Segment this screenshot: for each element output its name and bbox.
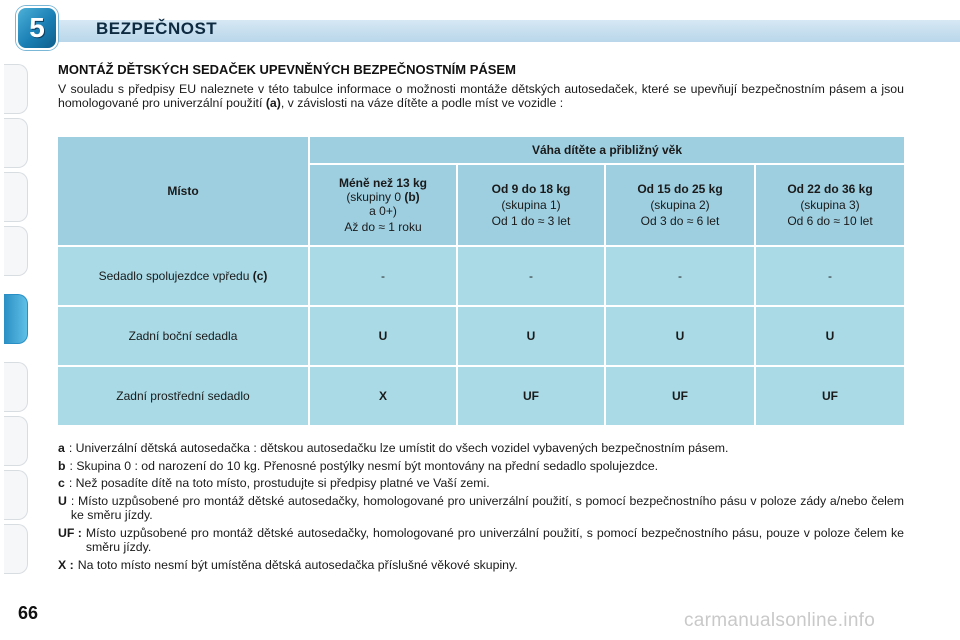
chapter-tab[interactable] xyxy=(4,226,28,276)
column-header: Od 15 do 25 kg (skupina 2) Od 3 do ≈ 6 let xyxy=(606,165,754,245)
chapter-tab[interactable] xyxy=(4,362,28,412)
legend-item xyxy=(58,526,904,555)
row-label-rear-middle: Zadní prostřední sedadlo xyxy=(58,367,308,425)
table-cell: - xyxy=(458,247,604,305)
chapter-tab[interactable] xyxy=(4,524,28,574)
row-label-front-passenger: Sedadlo spolujezdce vpředu (c) xyxy=(58,247,308,305)
column-header: Méně než 13 kg (skupiny 0 (b) a 0+) Až do ≈ 1 roku xyxy=(310,165,456,245)
legend-text: : Místo uzpůsobené pro montáž dětské autosedačky, homologované pro univerzální použití, s pomocí bezpečnostního pásu v poloze zády a/nebo čelem ke směru jízdy. xyxy=(70,493,904,522)
legend-text: Místo uzpůsobené pro montáž dětské autosedačky, homologované pro univerzální použití, s pomocí bezpečnostního pásu, pouze v poloze čelem ke směru jízdy. xyxy=(85,525,904,554)
chapter-number: 5 xyxy=(29,12,45,43)
table-cell: U xyxy=(458,307,604,365)
legend-key: UF : xyxy=(58,525,82,540)
table-cell: - xyxy=(606,247,754,305)
column-header: Od 22 do 36 kg (skupina 3) Od 6 do ≈ 10 let xyxy=(756,165,904,245)
table-cell: - xyxy=(310,247,456,305)
chapter-badge xyxy=(16,6,58,50)
watermark: carmanualsonline.info xyxy=(684,610,876,631)
chapter-tab-active[interactable] xyxy=(4,294,28,344)
table-cell: UF xyxy=(756,367,904,425)
legend-item xyxy=(58,494,904,523)
legend-item xyxy=(58,558,904,573)
chapter-tab[interactable] xyxy=(4,64,28,114)
legend-item xyxy=(58,476,904,491)
column-header: Od 9 do 18 kg (skupina 1) Od 1 do ≈ 3 let xyxy=(458,165,604,245)
table-group-header: Váha dítěte a přibližný věk xyxy=(310,137,904,163)
legend-item xyxy=(58,459,904,474)
legend-item xyxy=(58,441,904,456)
section-title: MONTÁŽ DĚTSKÝCH SEDAČEK UPEVNĚNÝCH BEZPEČNOSTNÍM PÁSEM xyxy=(58,62,516,77)
chapter-tab[interactable] xyxy=(4,470,28,520)
legend-text: : Než posadíte dítě na toto místo, prostudujte si předpisy platné ve Vaší zemi. xyxy=(68,476,490,490)
row-label-rear-side: Zadní boční sedadla xyxy=(58,307,308,365)
corner-label: Místo xyxy=(167,184,199,198)
table-cell: X xyxy=(310,367,456,425)
table-corner-cell xyxy=(58,137,308,245)
table-cell: - xyxy=(756,247,904,305)
table-cell: U xyxy=(756,307,904,365)
legend-text: Na toto místo nesmí být umístěna dětská autosedačka příslušné věkové skupiny. xyxy=(77,557,518,572)
legend-key: c xyxy=(58,476,65,490)
table-cell: U xyxy=(310,307,456,365)
legend-text: : Skupina 0 : od narození do 10 kg. Přenosné postýlky nesmí být montovány na přední sedadlo spolujezdce. xyxy=(69,458,659,473)
legend-key: U xyxy=(58,493,67,508)
legend xyxy=(58,441,904,575)
legend-key: X : xyxy=(58,557,74,572)
chapter-title: BEZPEČNOST xyxy=(96,19,218,38)
table-cell: U xyxy=(606,307,754,365)
legend-text: : Univerzální dětská autosedačka : dětskou autosedačku lze umístit do všech vozidel vybavených bezpečnostním pásem. xyxy=(68,441,729,455)
page-number: 66 xyxy=(18,603,39,623)
chapter-tab[interactable] xyxy=(4,416,28,466)
chapter-tab[interactable] xyxy=(4,172,28,222)
side-tabs xyxy=(0,64,34,584)
child-seat-table xyxy=(58,137,904,427)
chapter-tab[interactable] xyxy=(4,118,28,168)
table-cell: UF xyxy=(458,367,604,425)
legend-key: a xyxy=(58,441,65,455)
table-cell: UF xyxy=(606,367,754,425)
intro-paragraph: V souladu s předpisy EU naleznete v této tabulce informace o možnosti montáže dětských autosedaček, které se upevňují bezpečnostním pásem a jsou homologované pro univerzální použití (a), v závislosti na váze dítěte a podle míst ve vozidle : xyxy=(58,82,904,110)
legend-key: b xyxy=(58,458,66,473)
